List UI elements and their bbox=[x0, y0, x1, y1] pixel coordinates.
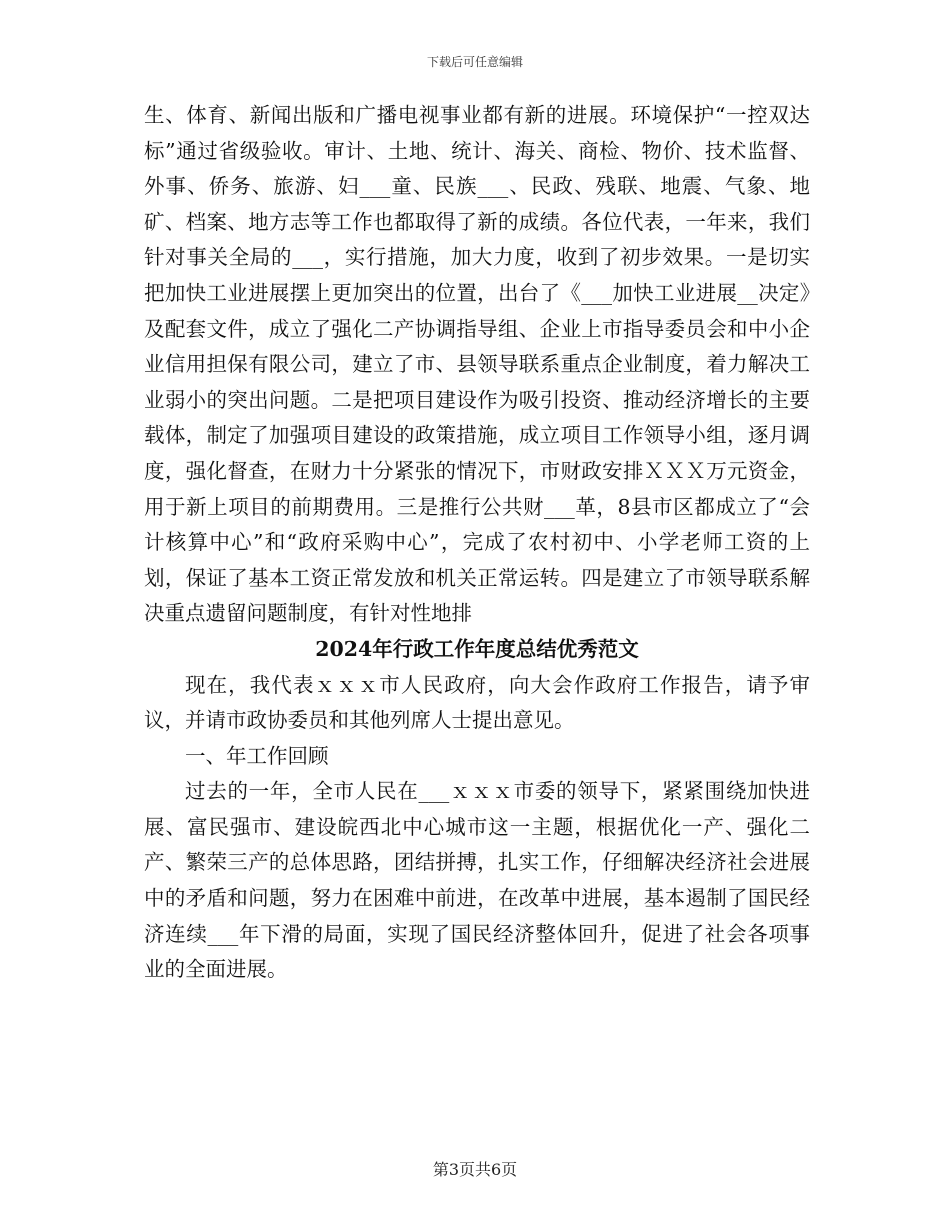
review-paragraph: 过去的一年，全市人民在___ｘｘｘ市委的领导下，紧紧围绕加快进展、富民强市、建设皖西北中心城市这一主题，根据优化一产、强化二产、繁荣三产的总体思路，团结拼搏，扎实工作，仔细解决经济社会进展中的矛盾和问题，努力在困难中前进，在改革中进展，基本遏制了国民经济连续___年下滑的局面，实现了国民经济整体回升，促进了社会各项事业的全面进展。 bbox=[144, 779, 810, 982]
page-header-note: 下载后可任意编辑 bbox=[426, 55, 523, 69]
intro-paragraph: 现在，我代表ｘｘｘ市人民政府，向大会作政府工作报告，请予审议，并请市政协委员和其他列席人士提出意见。 bbox=[144, 672, 810, 733]
continued-paragraph: 生、体育、新闻出版和广播电视事业都有新的进展。环境保护“一控双达标”通过省级验收。审计、土地、统计、海关、商检、物价、技术监督、外事、侨务、旅游、妇___童、民族___、民政、残联、地震、气象、地矿、档案、地方志等工作也都取得了新的成绩。各位代表，一年来，我们针对事关全局的___，实行措施，加大力度，收到了初步效果。一是切实把加快工业进展摆上更加突出的位置，出台了《___加快工业进展__决定》及配套文件，成立了强化二产协调指导组、企业上市指导委员会和中小企业信用担保有限公司，建立了市、县领导联系重点企业制度，着力解决工业弱小的突出问题。二是把项目建设作为吸引投资、推动经济增长的主要载体，制定了加强项目建设的政策措施，成立项目工作领导小组，逐月调度，强化督查，在财力十分紧张的情况下，市财政安排ＸＸＸ万元资金，用于新上项目的前期费用。三是推行公共财___革，8县市区都成立了“会计核算中心”和“政府采购中心”，完成了农村初中、小学老师工资的上划，保证了基本工资正常发放和机关正常运转。四是建立了市领导联系解决重点遗留问题制度，有针对性地排 bbox=[144, 103, 810, 626]
section-title: 2024年行政工作年度总结优秀范文 bbox=[315, 636, 639, 661]
page-number: 第3页共6页 bbox=[432, 1160, 518, 1179]
heading-work-review: 一、年工作回顾 bbox=[185, 743, 329, 768]
document-body bbox=[144, 98, 810, 988]
